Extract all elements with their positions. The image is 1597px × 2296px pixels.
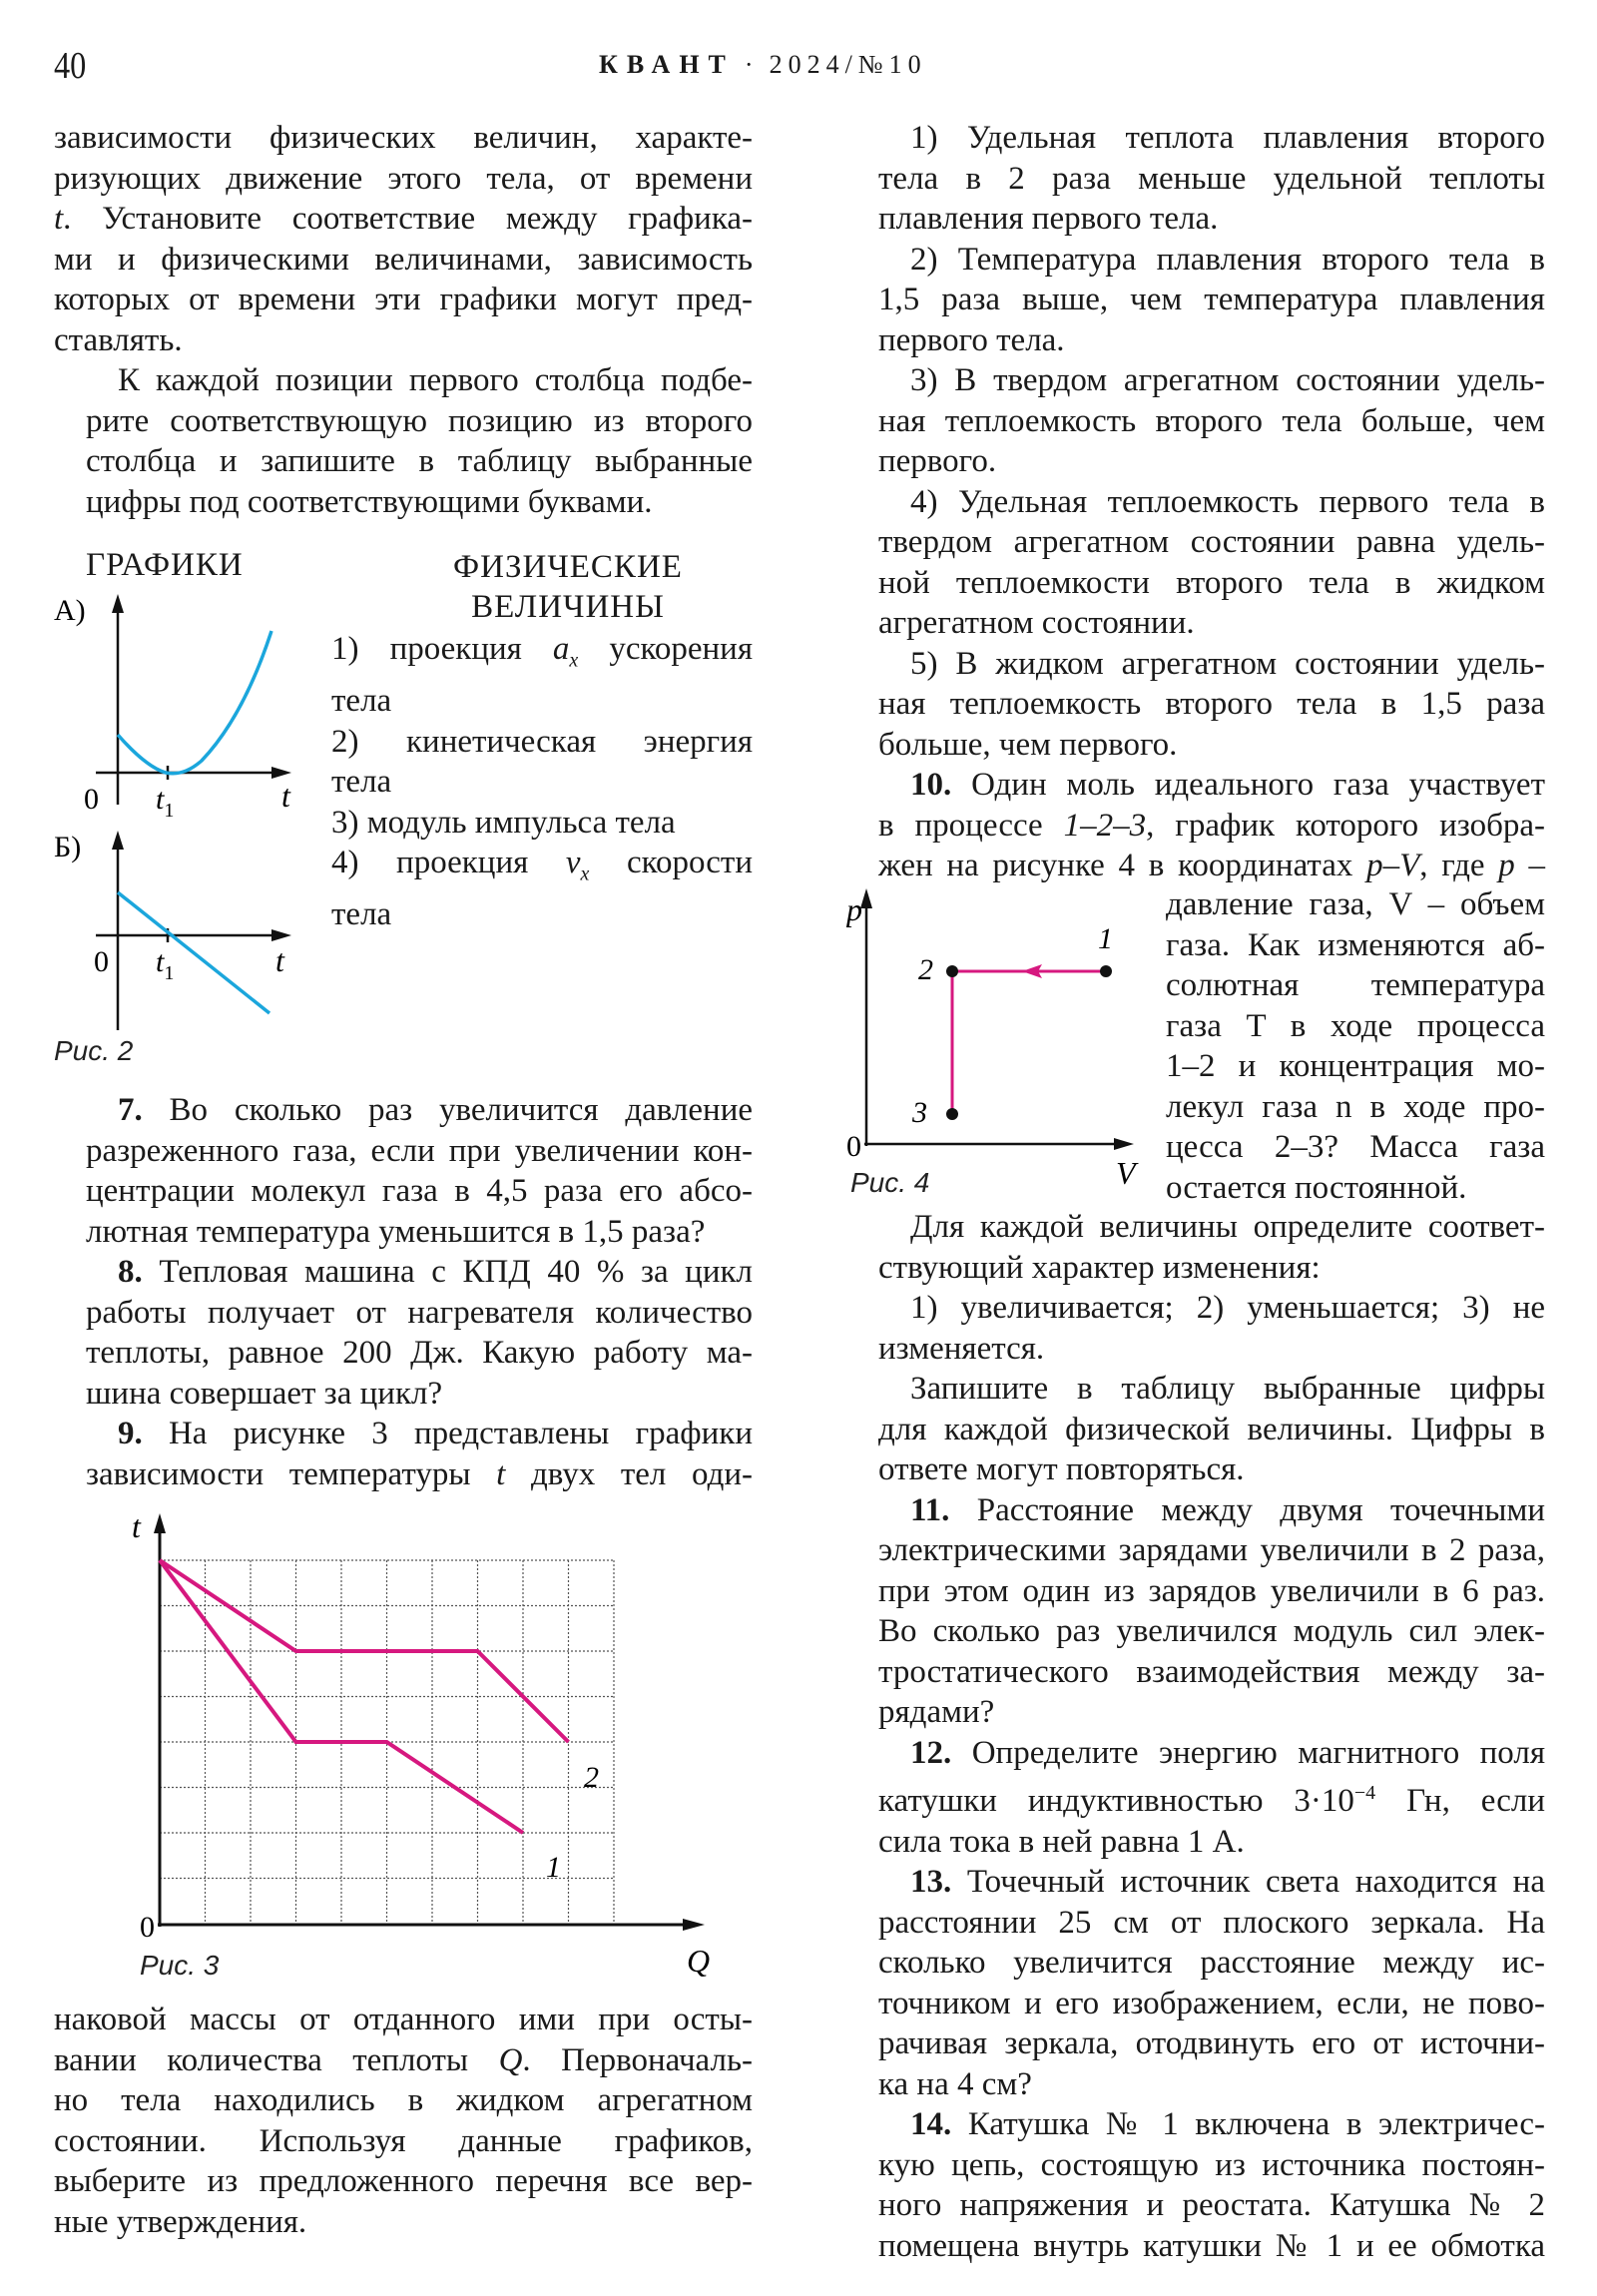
- series-2-label: 2: [584, 1761, 599, 1794]
- graph-a: [54, 594, 291, 822]
- point-1: [1100, 965, 1112, 977]
- figure-4-caption: Рис. 4: [850, 1167, 930, 1198]
- problem-13: 13. Точечный источник света находится на расстоянии 25 см от плоского зеркала. На сколько увеличится расстояние между ис- точником и его изображением, если, не пово- рачивая зеркала, отодвинуть его от источни- ка на 4 см?: [878, 1864, 1545, 2102]
- left-column: [54, 118, 753, 522]
- quantities-list: [331, 629, 753, 935]
- svg-text:t1: $t_1$: [156, 945, 175, 984]
- statement-2: 2) Температура плавления второго тела в 1,5 раза выше, чем температура плавления первого тела.: [878, 241, 1545, 358]
- graph-b-x-arrow-icon: [271, 929, 291, 941]
- figure-3-x-arrow-icon: [683, 1919, 705, 1931]
- svg-text:t1: $t_1$: [156, 783, 175, 822]
- series-1-label: 1: [546, 1851, 561, 1884]
- problem-11: 11. Расстояние между двумя точечными электрическими зарядами увеличили в 2 раза, при этом один из зарядов увеличили в 6 раз. Во сколько раз увеличился модуль сил элек- тростатического взаимодействия между за- рядами?: [878, 1491, 1545, 1730]
- problem-10-instructions: Для каждой величины определите соответ- ствующий характер изменения: 1) увеличивается; 2) уменьшается; 3) не изменяется. Запишите в таблицу выбранные цифры для каждой физической величины. Цифры в ответе могут повторяться.: [878, 1209, 1545, 1487]
- svg-text:0: 0: [846, 1130, 861, 1163]
- statement-1: 1) Удельная теплота плавления второго тела в 2 раза меньше удельной теплоты плавления первого тела.: [878, 120, 1545, 237]
- graph-b: [54, 831, 291, 1030]
- page-number: 40: [54, 45, 87, 87]
- issue-number: 2024/№10: [769, 50, 927, 79]
- figure-2-block: [54, 547, 753, 1066]
- problem-10: 10. Один моль идеального газа участвует в процессе 1–2–3, график которого изобра- жен на рисунке 4 в координатах p–V, где p –: [878, 767, 1546, 883]
- journal-name: КВАНТ: [599, 50, 735, 79]
- problem-9-continued: наковой массы от отданного ими при осты- вании количества теплоты Q. Первоначаль- но тела находились в жидком агрегатном состоянии. Используя данные графиков, выберите из предложенного перечня все вер- ные утверждения.: [54, 2002, 753, 2240]
- point-3-label: 3: [912, 1096, 927, 1129]
- graph-a-label: А): [54, 594, 86, 627]
- running-head: [599, 50, 927, 80]
- page-header: [0, 44, 1597, 94]
- figure-2-caption: Рис. 2: [54, 1035, 134, 1066]
- figure-3-caption: Рис. 3: [140, 1950, 220, 1981]
- problem-7: 7. Во сколько раз увеличится давление разреженного газа, если при увеличении кон- центрации молекул газа в 4,5 раза его абсо- лютная температура уменьшится в 1,5 раза?: [86, 1092, 754, 1250]
- quantity-item: 2) кинетическая энергия тела: [331, 723, 753, 801]
- svg-text:0: 0: [94, 945, 109, 978]
- header-separator: ·: [744, 50, 760, 79]
- quantity-item: 1) проекция $a_x$ ускорения тела: [331, 631, 754, 720]
- point-2: [946, 965, 958, 977]
- figure-3-y-label: t: [132, 1508, 141, 1544]
- statement-3: 3) В твердом агрегатном состоянии удель- ная теплоемкость второго тела больше, чем первого.: [878, 362, 1545, 479]
- figure-4-y-label: p: [846, 891, 862, 927]
- svg-text:0: 0: [84, 783, 99, 816]
- statement-4: 4) Удельная теплоемкость первого тела в твердом агрегатном состоянии равна удель- ной теплоемкости второго тела в жидком агрегатном состоянии.: [878, 483, 1545, 641]
- problem-12: 12. Определите энергию магнитного поля катушки индуктивностью $3\cdot 10^{-4}$ Гн, если сила тока в ней равна 1 А.: [878, 1734, 1546, 1860]
- point-1-label: 1: [1098, 922, 1113, 955]
- graphs-column-title: ГРАФИКИ: [86, 547, 244, 583]
- point-3: [946, 1108, 958, 1120]
- quantity-item: 3) модуль импульса тела: [331, 804, 676, 841]
- quantities-column-title: ФИЗИЧЕСКИЕ ВЕЛИЧИНЫ: [453, 549, 683, 625]
- quantity-item: 4) проекция $v_x$ скорости тела: [331, 845, 753, 933]
- intro-paragraph: зависимости физических величин, характе- ризующих движение этого тела, от времени t. Установите соответствие между графика- ми и физическими величинами, зависимость которых от времени эти графики могут пред- ставлять.: [54, 120, 753, 358]
- graph-b-line: [118, 892, 269, 1013]
- graph-a-y-arrow-icon: [112, 594, 124, 613]
- problem-8: 8. Тепловая машина с КПД 40 % за цикл работы получает от нагревателя количество теплоты, равное 200 Дж. Какую работу ма- шина совершает за цикл?: [86, 1254, 754, 1412]
- svg-text:t: t: [281, 778, 290, 814]
- figure-3-y-arrow-icon: [154, 1513, 166, 1533]
- figure-3-chart: [110, 1507, 749, 1987]
- right-column-lower: [846, 1207, 1545, 2266]
- left-column-problems: [54, 1090, 753, 1494]
- figure-4-chart: [846, 884, 1176, 1214]
- figure-4-x-label: V: [1116, 1155, 1136, 1191]
- svg-text:t: t: [275, 942, 284, 978]
- instruction-paragraph: К каждой позиции первого столбца подбе- рите соответствующую позицию из второго столбца и запишите в таблицу выбранные цифры под соответствующими буквами.: [86, 362, 753, 520]
- graph-b-y-arrow-icon: [112, 831, 124, 850]
- figure-4-x-arrow-icon: [1114, 1138, 1134, 1150]
- graph-a-curve: [118, 631, 271, 774]
- svg-text:0: 0: [140, 1911, 155, 1944]
- figure-3-x-label: Q: [687, 1943, 711, 1979]
- figure-2-graphs: [54, 547, 333, 1066]
- problem-14: 14. Катушка № 1 включена в электричес- кую цепь, состоящую из источника постоян- ного напряжения и реостата. Катушка № 2 помещена внутрь катушки № 1 и ее обмотка: [878, 2106, 1546, 2264]
- problem-10-side-text: давление газа, V – объем газа. Как изменяются аб- солютная температура газа T в ходе процесса 1–2 и концентрация мо- лекул газа n в ходе про- цесса 2–3? Масса газа остается постоянной.: [1166, 886, 1545, 1206]
- problem-9: 9. На рисунке 3 представлены графики зависимости температуры t двух тел оди-: [86, 1416, 754, 1492]
- graph-b-label: Б): [54, 831, 82, 863]
- statement-5: 5) В жидком агрегатном состоянии удель- ная теплоемкость второго тела в 1,5 раза больше, чем первого.: [878, 645, 1545, 763]
- right-column: [846, 118, 1545, 886]
- point-2-label: 2: [918, 953, 933, 986]
